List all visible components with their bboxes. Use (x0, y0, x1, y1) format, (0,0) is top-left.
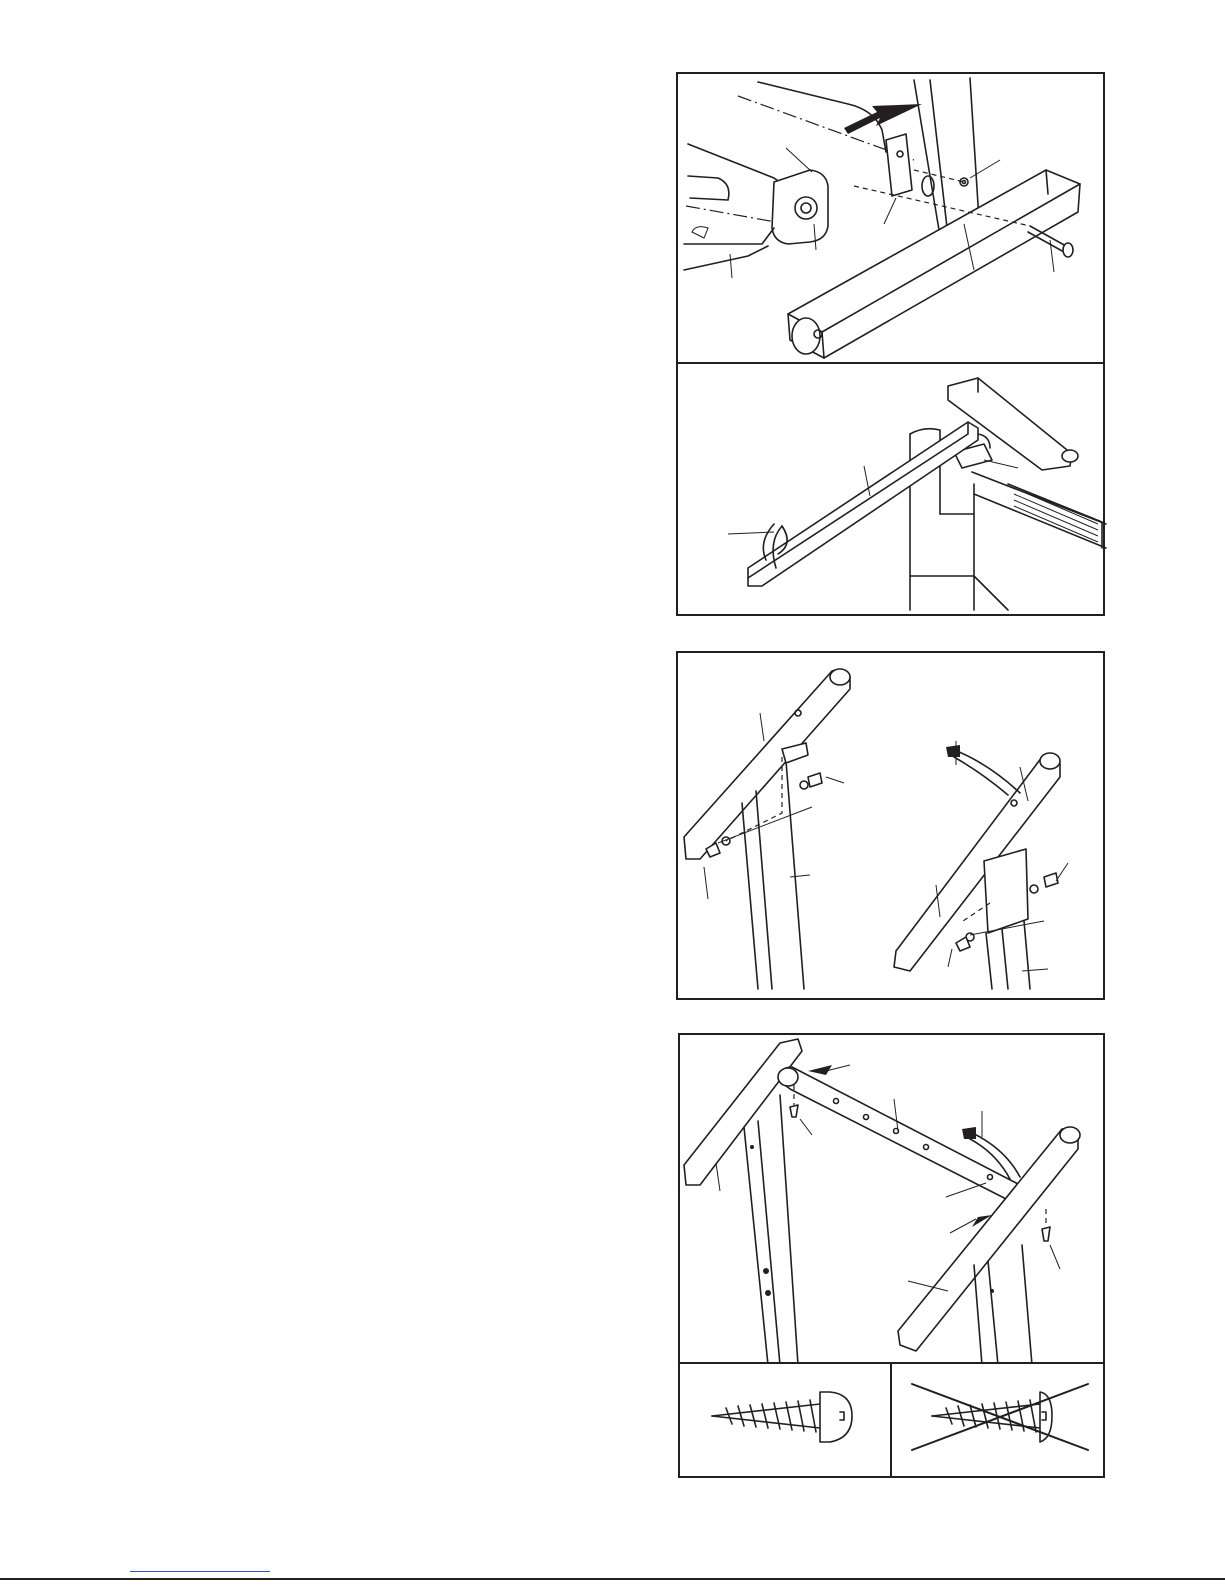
figure-top-lower (676, 362, 1105, 616)
screw-incorrect-drawing (892, 1364, 1107, 1480)
figure-top-upper (676, 72, 1105, 364)
motor-hood-assembly-drawing (678, 74, 1107, 366)
screw-incorrect (890, 1362, 1105, 1478)
handrail-attachment-drawing (678, 653, 1107, 1002)
direction-arrow-icon (844, 104, 922, 134)
footer-rule (0, 1578, 1225, 1580)
figure-middle (676, 651, 1105, 1000)
figure-bottom-main (678, 1033, 1105, 1366)
crossbar-attachment-drawing (680, 1035, 1107, 1368)
screw-correct (678, 1362, 893, 1478)
upright-and-wire-drawing (678, 364, 1107, 618)
footer-link-underline[interactable] (130, 1571, 270, 1572)
screw-correct-drawing (680, 1364, 895, 1480)
